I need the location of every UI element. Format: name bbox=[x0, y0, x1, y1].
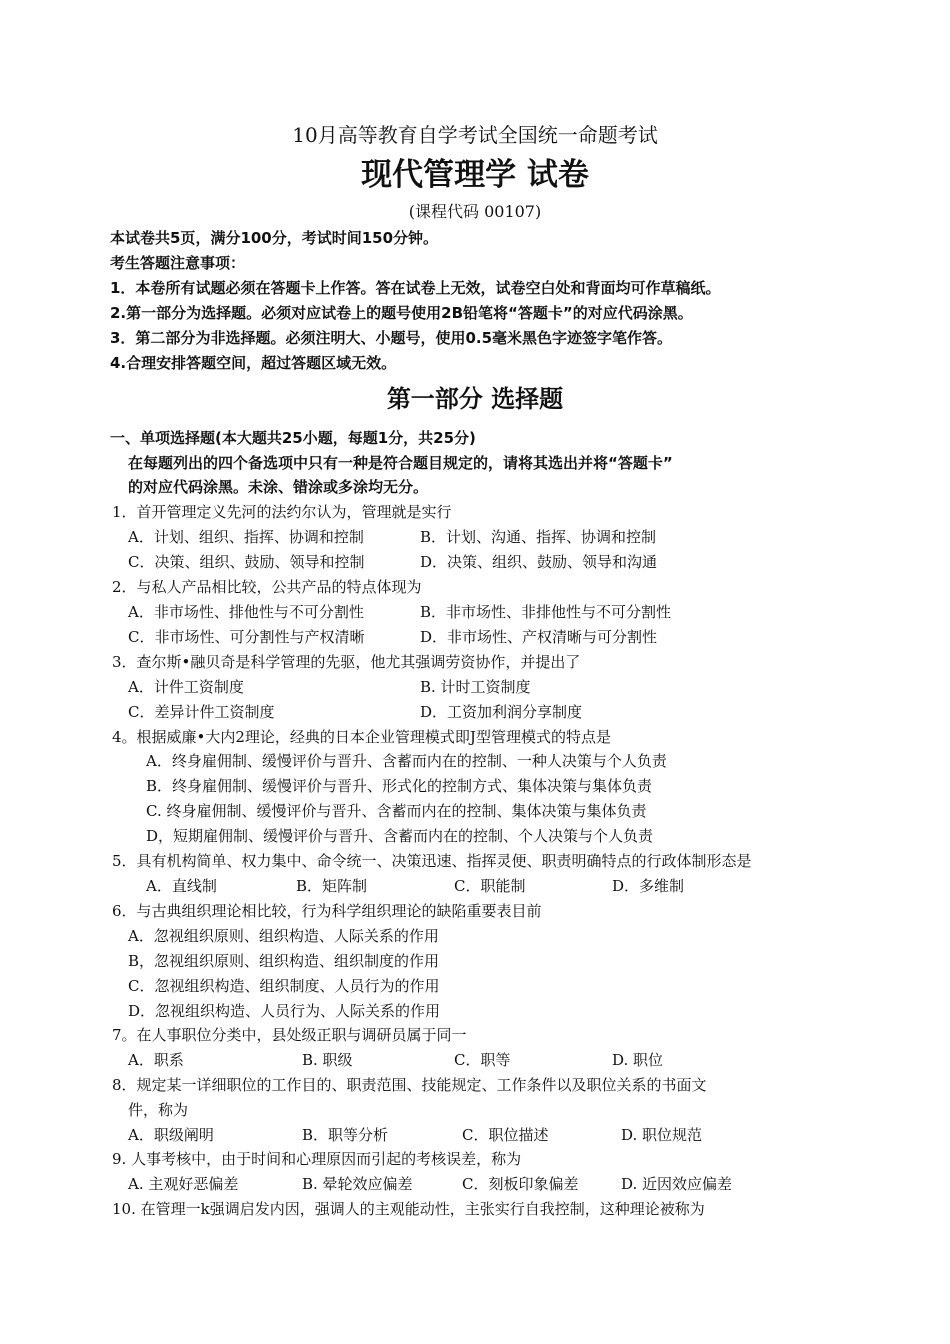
question-stem: 3．查尔斯•融贝奇是科学管理的先驱，他尤其强调劳资协作，并提出了 bbox=[112, 653, 581, 671]
option-a: A．计划、组织、指挥、协调和控制 bbox=[128, 528, 364, 546]
note-item: 3．第二部分为非选择题。必须注明大、小题号，使用0.5毫米黑色字迹签字笔作答。 bbox=[110, 329, 673, 347]
option-b: B．终身雇佣制、缓慢评价与晋升、形式化的控制方式、集体决策与集体负责 bbox=[146, 777, 653, 795]
exam-summary: 本试卷共5页，满分100分，考试时间150分钟。 bbox=[110, 229, 439, 247]
option-c: C．职能制 bbox=[454, 877, 526, 895]
section-instruction: 的对应代码涂黑。未涂、错涂或多涂均无分。 bbox=[128, 478, 429, 496]
option-a: A．终身雇佣制、缓慢评价与晋升、含蓄而内在的控制、一种人决策与个人负责 bbox=[146, 752, 667, 770]
question-stem: 6．与古典组织理论相比较，行为科学组织理论的缺陷重要表目前 bbox=[112, 902, 542, 920]
option-c: C．决策、组织、鼓励、领导和控制 bbox=[128, 553, 365, 571]
option-d: D．非市场性、产权清晰与可分割性 bbox=[420, 628, 658, 646]
option-c: C．忽视组织构造、组织制度、人员行为的作用 bbox=[128, 977, 440, 995]
option-a: A. 主观好恶偏差 bbox=[128, 1175, 239, 1193]
note-item: 4.合理安排答题空间，超过答题区域无效。 bbox=[110, 354, 397, 372]
option-a: A．计件工资制度 bbox=[128, 678, 244, 696]
subject-title: 现代管理学 试卷 bbox=[361, 157, 589, 193]
option-d: D．工资加利润分享制度 bbox=[420, 703, 583, 721]
section-heading: 一、单项选择题(本大题共25小题，每题1分，共25分) bbox=[110, 429, 476, 447]
note-item: 2.第一部分为选择题。必须对应试卷上的题号使用2B铅笔将“答题卡”的对应代码涂黑。 bbox=[110, 304, 693, 322]
part-title: 第一部分 选择题 bbox=[386, 385, 564, 413]
notes-title: 考生答题注意事项： bbox=[110, 254, 246, 272]
question-stem: 4。根据威廉•大内2理论，经典的日本企业管理模式即J型管理模式的特点是 bbox=[112, 728, 611, 746]
option-a: A．职级阐明 bbox=[128, 1126, 214, 1144]
option-b: B．非市场性、非排他性与不可分割性 bbox=[420, 603, 672, 621]
option-a: A．忽视组织原则、组织构造、人际关系的作用 bbox=[128, 927, 439, 945]
option-d: D，短期雇佣制、缓慢评价与晋升、含蓄而内在的控制、个人决策与个人负责 bbox=[146, 827, 654, 845]
option-b: B．矩阵制 bbox=[296, 877, 368, 895]
section-instruction: 在每题列出的四个备选项中只有一种是符合题目规定的，请将其选出并将“答题卡” bbox=[128, 454, 673, 472]
option-c: C．职位描述 bbox=[462, 1126, 549, 1144]
option-a: A．职系 bbox=[128, 1051, 184, 1069]
note-item: 1．本卷所有试题必须在答题卡上作答。答在试卷上无效，试卷空白处和背面均可作草稿纸。 bbox=[110, 279, 721, 297]
option-d: D. 职位规范 bbox=[621, 1126, 703, 1144]
option-b: B，忽视组织原则、组织构造、组织制度的作用 bbox=[128, 952, 440, 970]
option-c: C．非市场性、可分割性与产权清晰 bbox=[128, 628, 365, 646]
question-stem: 10. 在管理一k强调启发内因，强调人的主观能动性，主张实行自我控制，这种理论被称为 bbox=[112, 1200, 705, 1218]
option-b: B. 计时工资制度 bbox=[420, 678, 531, 696]
question-stem-continued: 件，称为 bbox=[128, 1101, 189, 1119]
option-d: D. 职位 bbox=[612, 1051, 664, 1069]
question-stem: 2．与私人产品相比较，公共产品的特点体现为 bbox=[112, 578, 422, 596]
option-d: D．忽视组织构造、人员行为、人际关系的作用 bbox=[128, 1002, 441, 1020]
option-b: B．职等分析 bbox=[302, 1126, 389, 1144]
option-d: D. 近因效应偏差 bbox=[621, 1175, 733, 1193]
course-code: (课程代码 00107) bbox=[408, 202, 542, 221]
option-b: B．计划、沟通、指挥、协调和控制 bbox=[420, 528, 657, 546]
question-stem: 8．规定某一详细职位的工作目的、职责范围、技能规定、工作条件以及职位关系的书面文 bbox=[112, 1076, 707, 1094]
option-c: C．刻板印象偏差 bbox=[462, 1175, 579, 1193]
exam-title: 10月高等教育自学考试全国统一命题考试 bbox=[292, 123, 658, 147]
option-c: C. 终身雇佣制、缓慢评价与晋升、含蓄而内在的控制、集体决策与集体负责 bbox=[146, 802, 647, 820]
option-c: C．差异计件工资制度 bbox=[128, 703, 275, 721]
question-stem: 7。在人事职位分类中，县处级正职与调研员属于同一 bbox=[112, 1026, 467, 1044]
option-a: A．非市场性、排他性与不可分割性 bbox=[128, 603, 364, 621]
option-b: B. 职级 bbox=[302, 1051, 353, 1069]
option-d: D．决策、组织、鼓励、领导和沟通 bbox=[420, 553, 658, 571]
option-a: A．直线制 bbox=[146, 877, 217, 895]
option-c: C．职等 bbox=[454, 1051, 511, 1069]
question-stem: 5．具有机构简单、权力集中、命令统一、决策迅速、指挥灵便、职责明确特点的行政体制形态是 bbox=[112, 852, 752, 870]
question-stem: 9. 人事考核中，由于时间和心理原因而引起的考核误差，称为 bbox=[112, 1150, 522, 1168]
question-stem: 1．首开管理定义先河的法约尔认为，管理就是实行 bbox=[112, 503, 452, 521]
option-d: D．多维制 bbox=[612, 877, 685, 895]
option-b: B. 晕轮效应偏差 bbox=[302, 1175, 413, 1193]
